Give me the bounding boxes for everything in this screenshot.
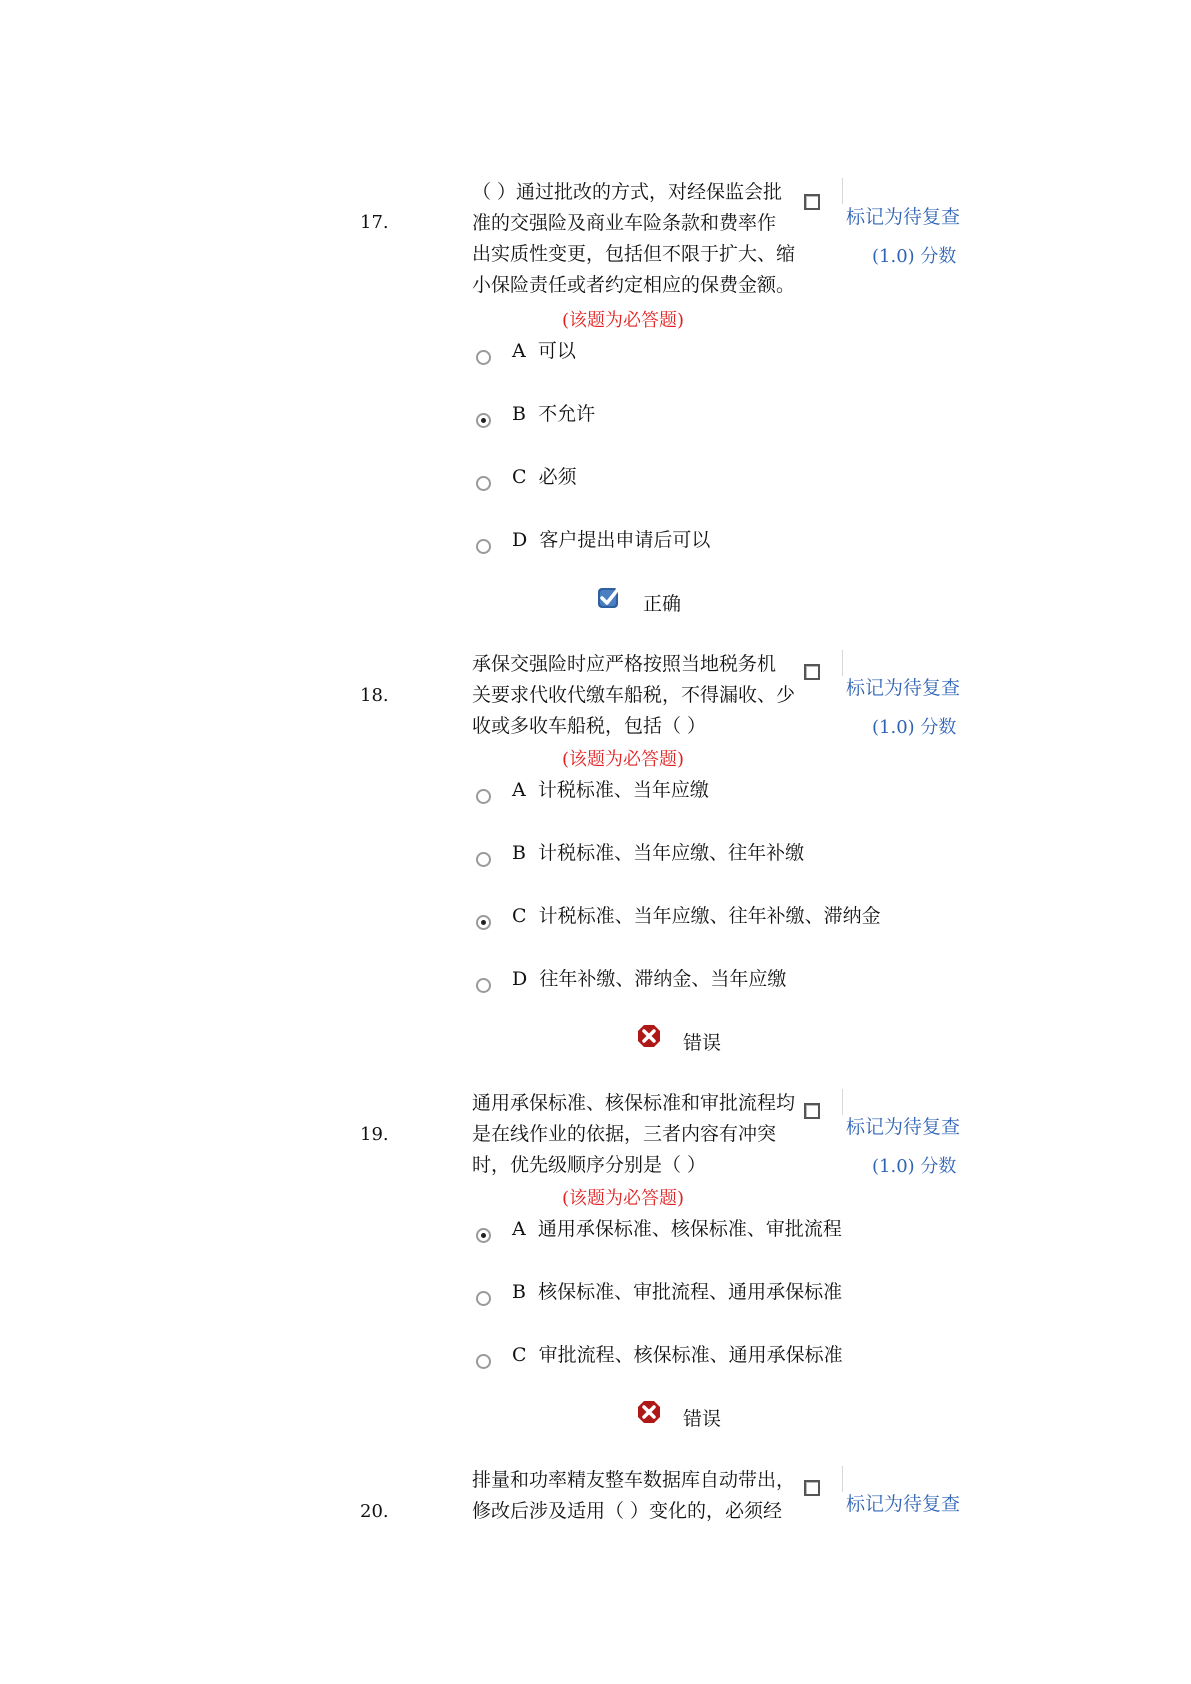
divider: [842, 178, 843, 204]
question-line: 出实质性变更，包括但不限于扩大、缩: [472, 243, 796, 265]
radio-button[interactable]: [476, 476, 491, 491]
option-b[interactable]: [476, 399, 936, 429]
divider: [842, 650, 843, 676]
radio-button[interactable]: [476, 789, 491, 804]
question-line: 小保险责任或者约定相应的保费金额。: [472, 274, 796, 296]
option-c[interactable]: [476, 901, 936, 931]
option-d[interactable]: [476, 525, 936, 555]
cross-icon: [637, 1400, 661, 1424]
option-label: C 必须: [512, 466, 577, 488]
question-line: 收或多收车船税，包括（ ）: [472, 715, 707, 737]
option-c[interactable]: [476, 1340, 936, 1370]
mark-review-checkbox[interactable]: [804, 194, 820, 210]
radio-button-selected[interactable]: [476, 1228, 491, 1243]
question-number: 19.: [360, 1124, 389, 1145]
score-label: (1.0) 分数: [872, 246, 957, 267]
mark-review-label[interactable]: 标记为待复查: [846, 1116, 961, 1138]
question-line: 时，优先级顺序分别是（ ）: [472, 1154, 707, 1176]
mark-review-label[interactable]: 标记为待复查: [846, 206, 961, 228]
radio-button[interactable]: [476, 852, 491, 867]
mark-review-checkbox[interactable]: [804, 1103, 820, 1119]
question-line: 是在线作业的依据，三者内容有冲突: [472, 1123, 777, 1145]
question-line: 承保交强险时应严格按照当地税务机: [472, 653, 777, 675]
question-line: 通用承保标准、核保标准和审批流程均: [472, 1092, 796, 1114]
radio-button-selected[interactable]: [476, 413, 491, 428]
question-text: [472, 177, 812, 301]
check-icon: [597, 585, 621, 609]
question-text: [472, 649, 812, 742]
result-text: 错误: [683, 1032, 722, 1054]
option-label: B 计税标准、当年应缴、往年补缴: [512, 842, 805, 864]
option-b[interactable]: [476, 1277, 936, 1307]
result-text: 错误: [683, 1408, 722, 1430]
radio-button[interactable]: [476, 1291, 491, 1306]
option-label: A 计税标准、当年应缴: [512, 779, 709, 801]
option-label: C 审批流程、核保标准、通用承保标准: [512, 1344, 843, 1366]
option-d[interactable]: [476, 964, 936, 994]
radio-button-selected[interactable]: [476, 915, 491, 930]
question-number: 18.: [360, 685, 389, 706]
radio-button[interactable]: [476, 539, 491, 554]
mark-review-checkbox[interactable]: [804, 664, 820, 680]
mark-review-label[interactable]: 标记为待复查: [846, 677, 961, 699]
score-label: (1.0) 分数: [872, 1156, 957, 1177]
option-label: B 核保标准、审批流程、通用承保标准: [512, 1281, 843, 1303]
required-note: (该题为必答题): [562, 1188, 685, 1209]
result-text: 正确: [643, 593, 682, 615]
required-note: (该题为必答题): [562, 310, 685, 331]
question-line: （ ）通过批改的方式，对经保监会批: [472, 181, 783, 203]
divider: [842, 1466, 843, 1492]
option-label: A 通用承保标准、核保标准、审批流程: [512, 1218, 842, 1240]
divider: [842, 1089, 843, 1115]
option-label: A 可以: [512, 340, 576, 362]
option-label: D 客户提出申请后可以: [512, 529, 711, 551]
option-c[interactable]: [476, 462, 936, 492]
question-line: 修改后涉及适用（ ）变化的，必须经: [472, 1500, 783, 1522]
question-line: 准的交强险及商业车险条款和费率作: [472, 212, 777, 234]
option-b[interactable]: [476, 838, 936, 868]
question-line: 关要求代收代缴车船税，不得漏收、少: [472, 684, 796, 706]
mark-review-checkbox[interactable]: [804, 1480, 820, 1496]
radio-button[interactable]: [476, 1354, 491, 1369]
option-a[interactable]: [476, 775, 936, 805]
question-number: 20.: [360, 1501, 389, 1522]
required-note: (该题为必答题): [562, 749, 685, 770]
option-a[interactable]: [476, 336, 936, 366]
mark-review-label[interactable]: 标记为待复查: [846, 1493, 961, 1515]
cross-icon: [637, 1024, 661, 1048]
score-label: (1.0) 分数: [872, 717, 957, 738]
question-number: 17.: [360, 212, 389, 233]
option-label: B 不允许: [512, 403, 596, 425]
question-line: 排量和功率精友整车数据库自动带出，: [472, 1469, 796, 1491]
question-text: [472, 1465, 812, 1527]
question-text: [472, 1088, 812, 1181]
option-label: C 计税标准、当年应缴、往年补缴、滞纳金: [512, 905, 881, 927]
option-a[interactable]: [476, 1214, 936, 1244]
radio-button[interactable]: [476, 350, 491, 365]
radio-button[interactable]: [476, 978, 491, 993]
option-label: D 往年补缴、滞纳金、当年应缴: [512, 968, 787, 990]
